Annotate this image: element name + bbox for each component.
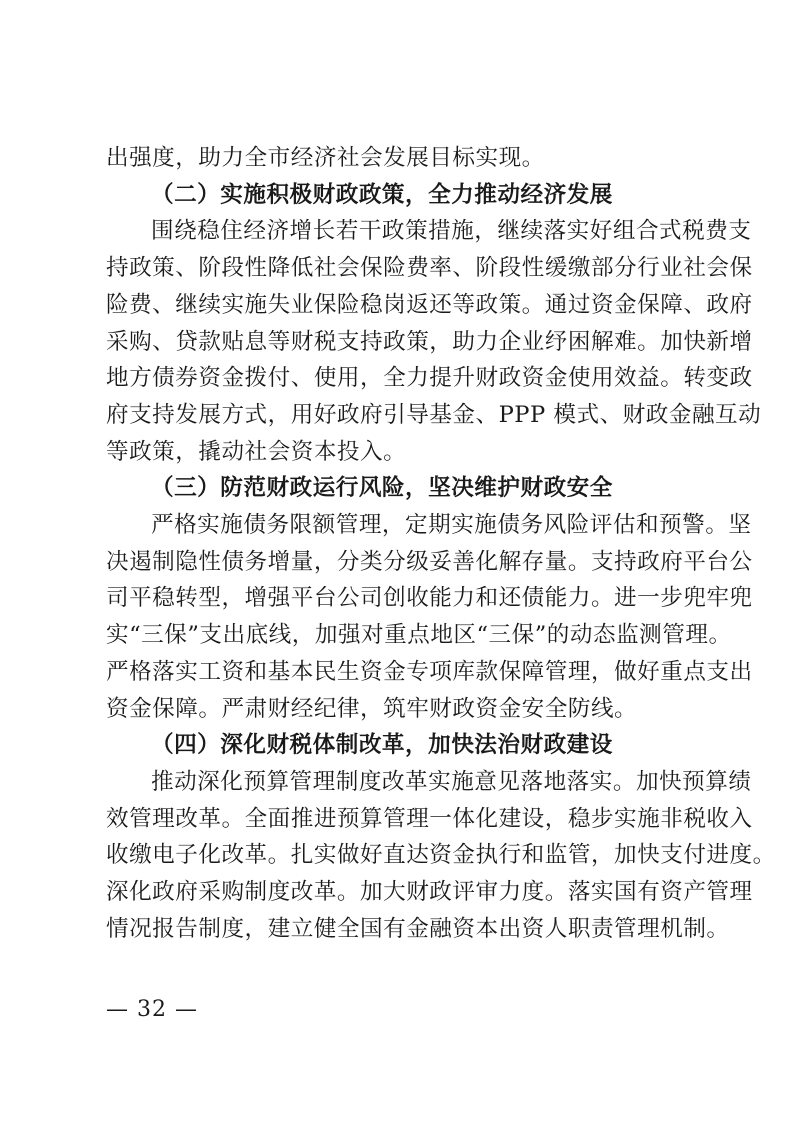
text-line: 府支持发展方式，用好政府引导基金、PPP 模式、财政金融互动 [106, 401, 762, 428]
text-line: 严格实施债务限额管理，定期实施债务风险评估和预警。坚 [151, 512, 752, 539]
text-line: 地方债券资金拨付、使用，全力提升财政资金使用效益。转变政 [106, 365, 753, 392]
paragraph [106, 213, 762, 470]
text-line: 采购、贷款贴息等财税支持政策，助力企业纾困解难。加快新增 [106, 328, 753, 355]
text-line: 收缴电子化改革。扎实做好直达资金执行和监管，加快支付进度。 [106, 842, 776, 869]
text-line: 深化政府采购制度改革。加大财政评审力度。落实国有资产管理 [106, 879, 753, 906]
heading-text: （四）深化财税体制改革，加快法治财政建设 [151, 732, 613, 759]
text-line: 司平稳转型，增强平台公司创收能力和还债能力。进一步兜牢兜 [106, 585, 753, 612]
section-heading [106, 470, 694, 507]
heading-text: （三）防范财政运行风险，坚决维护财政安全 [151, 475, 613, 502]
text-line: 情况报告制度，建立健全国有金融资本出资人职责管理机制。 [106, 915, 730, 942]
text-line: 持政策、阶段性降低社会保险费率、阶段性缓缴部分行业社会保 [106, 255, 753, 282]
heading-text: （二）实施积极财政政策，全力推动经济发展 [151, 181, 613, 208]
paragraph [106, 764, 776, 948]
text-line: 决遏制隐性债务增量，分类分级妥善化解存量。支持政府平台公 [106, 548, 753, 575]
section-heading [106, 727, 694, 764]
text-line: 推动深化预算管理制度改革实施意见落地落实。加快预算绩 [151, 768, 752, 795]
text-line: 严格落实工资和基本民生资金专项库款保障管理，做好重点支出 [106, 658, 753, 685]
text-line: 险费、继续实施失业保险稳岗返还等政策。通过资金保障、政府 [106, 291, 753, 318]
text-line: 资金保障。严肃财经纪律，筑牢财政资金安全防线。 [106, 695, 638, 722]
text-line: 效管理改革。全面推进预算管理一体化建设，稳步实施非税收入 [106, 805, 753, 832]
page-number: — 32 — [106, 997, 198, 1022]
text-line: 等政策，撬动社会资本投入。 [106, 438, 407, 465]
document-body [106, 140, 776, 947]
section-heading [106, 177, 694, 214]
text-line: 围绕稳住经济增长若干政策措施，继续落实好组合式税费支 [151, 218, 752, 245]
text-line: 出强度，助力全市经济社会发展目标实现。 [106, 145, 545, 171]
paragraph [106, 507, 753, 727]
paragraph [106, 140, 694, 177]
text-line: 实“三保”支出底线，加强对重点地区“三保”的动态监测管理。 [106, 622, 732, 649]
